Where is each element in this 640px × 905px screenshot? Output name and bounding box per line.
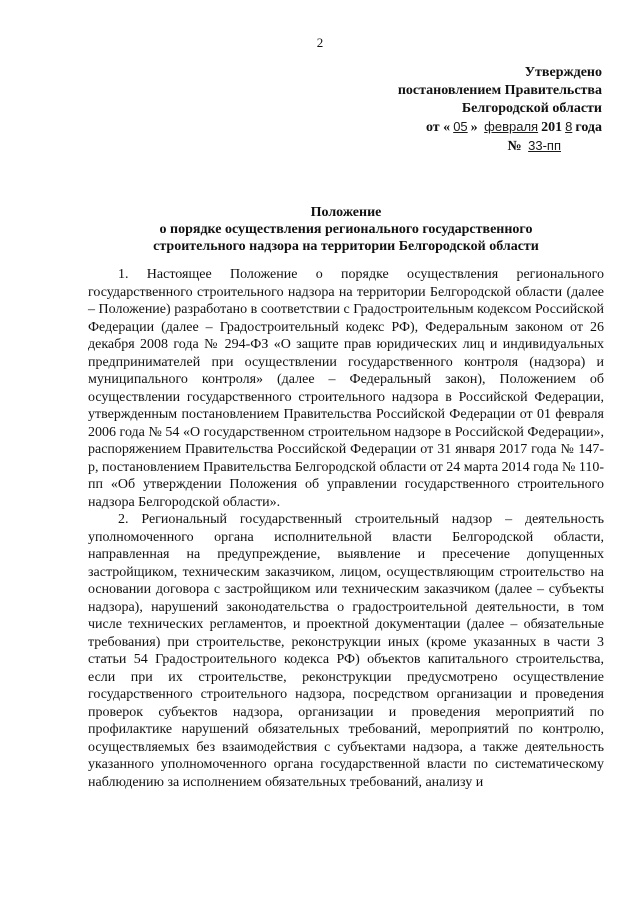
- date-suffix: года: [575, 120, 602, 135]
- title-line-2: о порядке осуществления регионального государственного: [159, 222, 533, 237]
- page-number: 2: [316, 35, 324, 50]
- date-day: 05: [453, 119, 468, 134]
- approval-number: [342, 137, 602, 156]
- date-mid: »: [470, 120, 478, 135]
- number-value: 33-пп: [528, 138, 561, 153]
- number-prefix: №: [507, 139, 522, 154]
- approval-resolution: постановлением Правительства: [397, 83, 602, 98]
- title-line-1: Положение: [310, 205, 382, 220]
- date-year-prefix: 201: [541, 120, 563, 135]
- document-title: [88, 204, 604, 255]
- date-year-digit: 8: [565, 119, 573, 134]
- approval-heading: Утверждено: [524, 65, 602, 80]
- paragraph-2: 2. Региональный государственный строительный надзор – деятельность уполномоченного органа исполнительной власти Белгородской области, направленная на предупреждение, выявление и пресечение допущенных застройщиком, техническим заказчиком, лицом, осуществляющим строительство на основании договора с застройщиком или техническим заказчиком (далее – субъекты надзора), нарушений законодательства о градостроительной деятельности, в том числе технических регламентов, и проектной документации (далее – обязательные требования) при строительстве, реконструкции иных (кроме указанных в части 3 статьи 54 Градостроительного кодекса РФ) объектов капитального строительства, если при их строительстве, реконструкции предусмотрено осуществление государственного строительного надзора, посредством организации и проведения проверок субъектов надзора, организации и проведения мероприятий по профилактике нарушений обязательных требований, мероприятий по контролю, осуществляемых без взаимодействия с субъектами надзора, а также деятельность указанного уполномоченного органа государственной власти по систематическому наблюдению за исполнением обязательных требований, анализу и: [88, 512, 604, 790]
- approval-date: [342, 118, 602, 137]
- date-month: февраля: [484, 119, 539, 134]
- approval-stamp: [342, 64, 602, 156]
- document-body: [88, 266, 604, 791]
- approval-region: Белгородской области: [461, 101, 602, 116]
- date-prefix: от «: [425, 120, 451, 135]
- paragraph-1: 1. Настоящее Положение о порядке осуществления регионального государственного строительного надзора на территории Белгородской области (далее – Положение) разработано в соответствии с Градостроительным кодексом Российской Федерации (далее – Градостроительный кодекс РФ), Федеральным законом от 26 декабря 2008 года № 294-ФЗ «О защите прав юридических лиц и индивидуальных предпринимателей при осуществлении государственного контроля (надзора) и муниципального контроля» (далее – Федеральный закон), Положением об осуществлении государственного строительного надзора в Российской Федерации, утвержденным постановлением Правительства Российской Федерации от 01 февраля 2006 года № 54 «О государственном строительном надзоре в Российской Федерации», распоряжением Правительства Российской Федерации от 31 января 2017 года № 147-р, постановлением Правительства Белгородской области от 24 марта 2014 года № 110-пп «Об утверждении Положения об управлении государственного строительного надзора Белгородской области».: [88, 267, 604, 510]
- title-line-3: строительного надзора на территории Белгородской области: [153, 239, 539, 254]
